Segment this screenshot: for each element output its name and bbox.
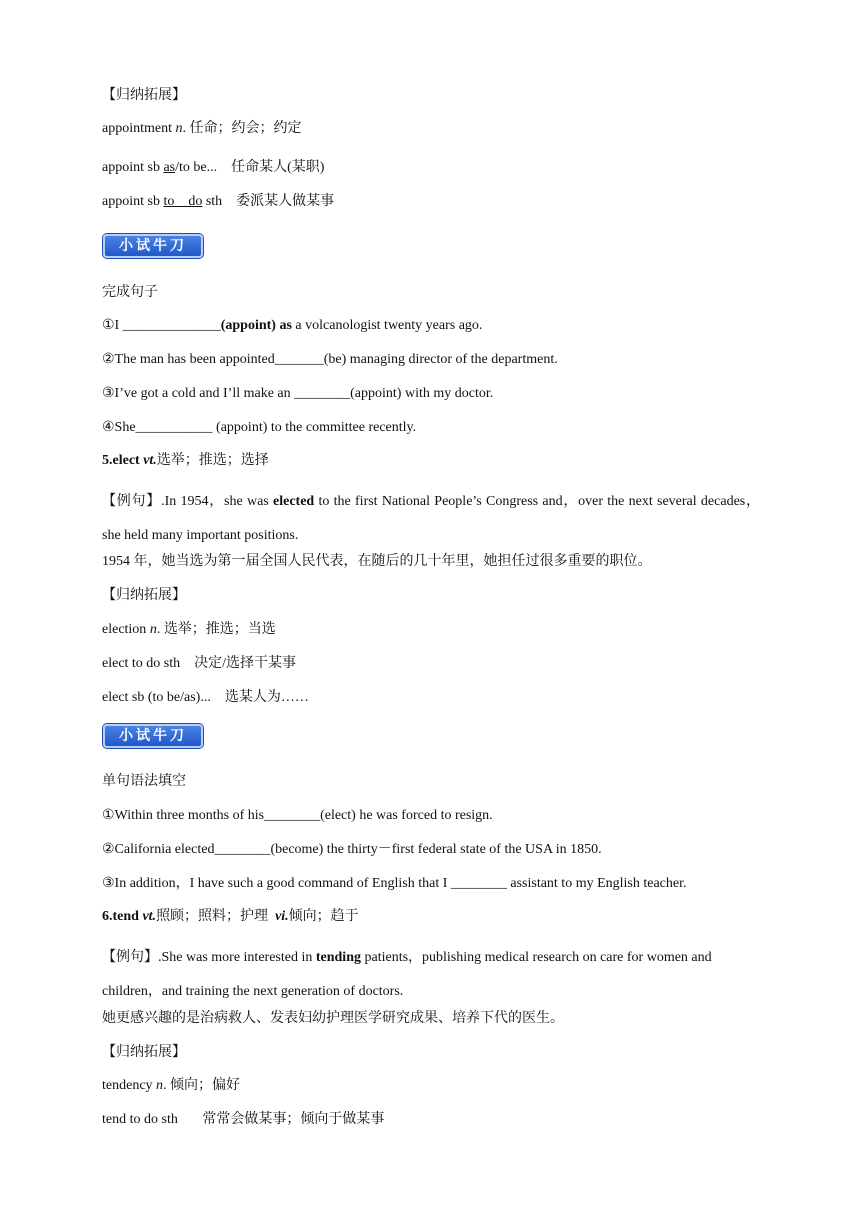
extension-line: elect sb (to be/as)... 选某人为…… <box>102 690 309 705</box>
translation: 1954 年，她当选为第一届全国人民代表，在随后的几十年里，她担任过很多重要的职位。 <box>102 554 652 569</box>
practice-badge: 小试牛刀 <box>103 234 203 258</box>
phrase: appoint sb <box>102 194 164 209</box>
word-heading <box>102 907 359 927</box>
example-sentence <box>102 941 760 1009</box>
phrase-meaning: sth 委派某人做某事 <box>202 194 335 209</box>
example-label: 【例句】 <box>102 950 158 965</box>
word-heading <box>102 451 269 471</box>
extension-line <box>102 620 276 640</box>
sentence-text: patients，publishing medical research on care for women and children，and training the next generation of doctors. <box>102 950 712 999</box>
definition: 选举；推选；选择 <box>156 453 269 468</box>
exercise-question: ③I’ve got a cold and I’ll make an ________(appoint) with my doctor. <box>102 386 494 401</box>
word-title: 5.elect <box>102 453 144 468</box>
example-label: 【例句】 <box>102 494 162 509</box>
underlined-word: to do <box>163 194 203 209</box>
part-of-speech: n <box>175 121 183 136</box>
translation: 她更感兴趣的是治病救人、发表妇幼护理医学研究成果、培养下代的医生。 <box>102 1011 564 1026</box>
part-of-speech: vi. <box>275 909 289 924</box>
sentence-text: .In 1954，she was <box>161 494 274 509</box>
sentence-text: .She was more interested in <box>158 950 316 965</box>
part-of-speech: n <box>149 622 157 637</box>
exercise-question: ②The man has been appointed_______(be) managing director of the department. <box>102 352 558 367</box>
part-of-speech: vt. <box>142 909 157 924</box>
extension-line: tend to do sth 常常会做某事；倾向于做某事 <box>102 1112 385 1127</box>
exercise-title: 单句语法填空 <box>102 774 186 789</box>
sentence-text: to the first National People’s Congress and，over the next several decades，she held many important positions. <box>102 494 761 543</box>
phrase-meaning: /to be... 任命某人(某职) <box>175 160 325 175</box>
exercise-question: ④She___________ (appoint) to the committee recently. <box>102 420 417 435</box>
part-of-speech: n <box>156 1078 164 1093</box>
exercise-question <box>102 316 482 336</box>
example-sentence <box>102 485 760 553</box>
extension-line <box>102 119 302 139</box>
extension-line <box>102 158 324 178</box>
exercise-question: ②California elected________(become) the thirty－first federal state of the USA in 1850. <box>102 842 602 857</box>
phrase: appoint sb <box>102 160 164 175</box>
word: appointment <box>102 121 176 136</box>
definition: . 任命；约会；约定 <box>182 121 302 136</box>
definition: . 选举；推选；当选 <box>156 622 276 637</box>
heading-text: 【归纳拓展】 <box>102 88 186 103</box>
part-of-speech: vt. <box>143 453 157 468</box>
keyword: tending <box>315 950 361 965</box>
question-text: a volcanologist twenty years ago. <box>291 318 483 333</box>
bold-hint: (appoint) as <box>220 318 292 333</box>
extension-line <box>102 1076 240 1096</box>
extension-line: elect to do sth 决定/选择干某事 <box>102 656 297 671</box>
section-heading <box>102 86 186 106</box>
word-title: 6.tend <box>102 909 143 924</box>
practice-badge: 小试牛刀 <box>103 724 203 748</box>
section-heading: 【归纳拓展】 <box>102 588 186 603</box>
exercise-question: ①Within three months of his________(elect) he was forced to resign. <box>102 808 493 823</box>
underlined-word: as <box>163 160 176 175</box>
question-text: ①I ______________ <box>102 318 221 333</box>
word: election <box>102 622 150 637</box>
exercise-title: 完成句子 <box>102 285 158 300</box>
extension-line <box>102 192 334 212</box>
definition: . 倾向；偏好 <box>163 1078 241 1093</box>
word: tendency <box>102 1078 157 1093</box>
definition: 照顾；照料；护理 <box>156 909 276 924</box>
keyword: elected <box>273 494 315 509</box>
section-heading: 【归纳拓展】 <box>102 1045 186 1060</box>
definition: 倾向；趋于 <box>288 909 359 924</box>
exercise-question: ③In addition，I have such a good command of English that I ________ assistant to my English teacher. <box>102 876 687 891</box>
